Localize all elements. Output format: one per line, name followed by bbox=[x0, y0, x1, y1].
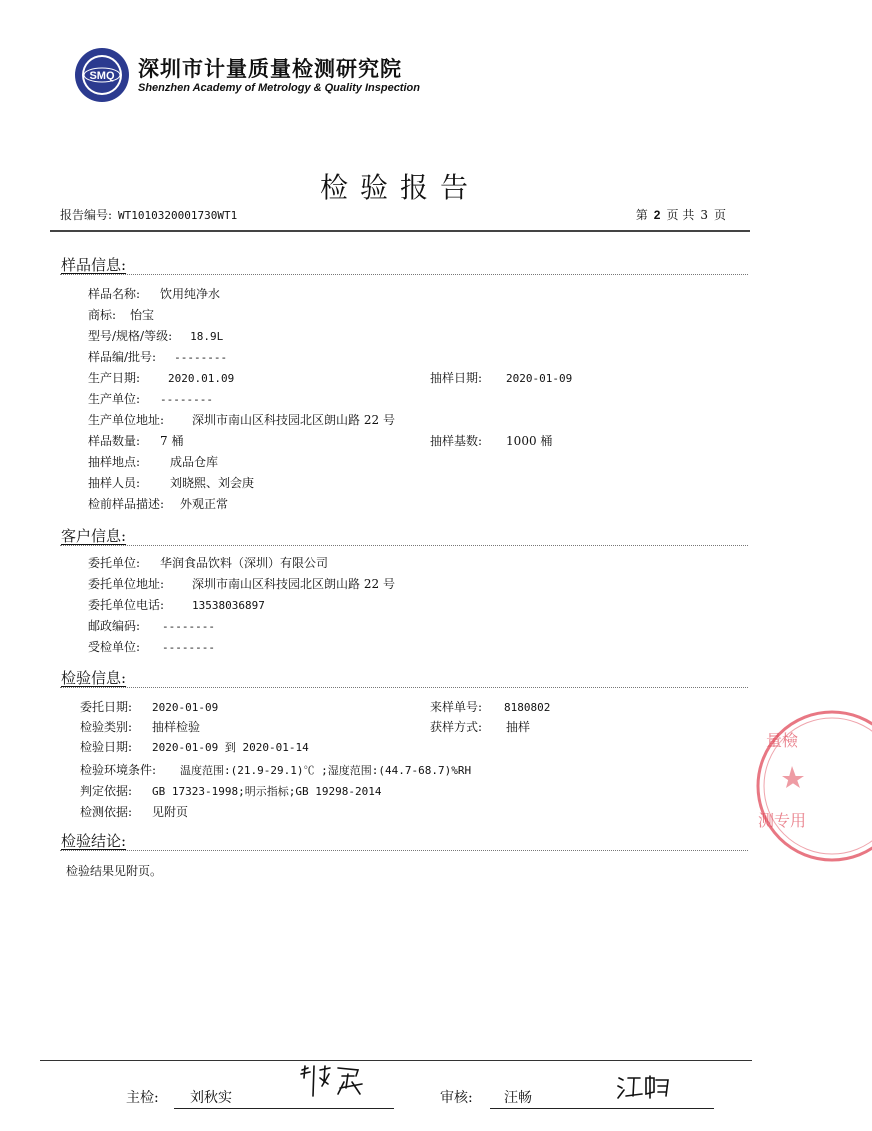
sampling-base-row: 抽样基数: 1000 桶 bbox=[430, 434, 553, 448]
report-number-label: 报告编号: bbox=[60, 208, 113, 222]
divider bbox=[60, 274, 748, 275]
inspected-unit-row: 受检单位: -------- bbox=[88, 640, 216, 654]
sampling-date-row: 抽样日期: 2020-01-09 bbox=[430, 371, 573, 385]
divider bbox=[60, 687, 748, 688]
category-row: 检验类别: 抽样检验 bbox=[80, 720, 201, 734]
producer-address-row: 生产单位地址: 深圳市南山区科技园北区朗山路 22 号 bbox=[88, 413, 395, 427]
svg-text:测专用: 测专用 bbox=[758, 811, 807, 830]
reviewer-signature-handwriting-icon bbox=[616, 1072, 672, 1106]
client-section-title: 客户信息: bbox=[61, 527, 127, 545]
smq-logo-icon bbox=[74, 47, 130, 103]
brand-row: 商标: 怡宝 bbox=[88, 308, 155, 322]
quantity-row: 样品数量: 7 桶 bbox=[88, 434, 184, 448]
sample-number-row: 来样单号: 8180802 bbox=[430, 700, 551, 714]
org-name-en: Shenzhen Academy of Metrology & Quality Inspection bbox=[138, 81, 420, 94]
inspection-date-row: 检验日期: 2020-01-09 到 2020-01-14 bbox=[80, 740, 309, 754]
report-title: 检验报告 bbox=[319, 171, 480, 204]
chief-signature-line bbox=[174, 1108, 394, 1109]
page-di: 第 bbox=[635, 208, 648, 222]
sampling-location-row: 抽样地点: 成品仓库 bbox=[88, 455, 219, 469]
chief-inspector-label: 主检: bbox=[126, 1090, 159, 1106]
producer-row: 生产单位: -------- bbox=[88, 392, 214, 406]
client-unit-row: 委托单位: 华润食品饮料（深圳）有限公司 bbox=[88, 556, 329, 570]
page-ye1: 页 bbox=[666, 208, 679, 222]
footer-divider bbox=[40, 1060, 752, 1061]
sample-section-title: 样品信息: bbox=[61, 256, 127, 274]
conclusion-text: 检验结果见附页。 bbox=[66, 864, 163, 878]
sample-name-row: 样品名称: 饮用纯净水 bbox=[88, 287, 221, 301]
model-row: 型号/规格/等级: 18.9L bbox=[88, 329, 224, 343]
reviewer-name: 汪畅 bbox=[504, 1090, 532, 1106]
postcode-row: 邮政编码: -------- bbox=[88, 619, 216, 633]
page-indicator bbox=[636, 206, 726, 223]
test-basis-row: 检测依据: 见附页 bbox=[80, 805, 189, 819]
batch-row: 样品编/批号: -------- bbox=[88, 350, 228, 364]
inspection-section-title: 检验信息: bbox=[61, 669, 127, 687]
samplers-row: 抽样人员: 刘晓熙、刘会庚 bbox=[88, 476, 255, 490]
client-address-row: 委托单位地址: 深圳市南山区科技园北区朗山路 22 号 bbox=[88, 577, 395, 591]
prod-date-row: 生产日期: 2020.01.09 bbox=[88, 371, 235, 385]
divider bbox=[60, 545, 748, 546]
reviewer-label: 审核: bbox=[440, 1090, 473, 1106]
judgement-basis-row: 判定依据: GB 17323-1998;明示指标;GB 19298-2014 bbox=[80, 784, 382, 798]
org-name-cn: 深圳市计量质量检测研究院 bbox=[138, 56, 402, 81]
divider bbox=[60, 850, 748, 851]
page-gong: 共 bbox=[682, 208, 695, 222]
environment-row: 检验环境条件: 温度范围:(21.9-29.1)℃ ;湿度范围:(44.7-68.7)%RH bbox=[80, 763, 472, 777]
commission-date-row: 委托日期: 2020-01-09 bbox=[80, 700, 219, 714]
svg-text:量檢: 量檢 bbox=[766, 731, 799, 750]
page-ye2: 页 bbox=[713, 208, 726, 222]
official-seal-icon bbox=[752, 706, 852, 866]
report-number bbox=[60, 206, 237, 223]
page-total: 3 bbox=[700, 208, 708, 222]
obtain-method-row: 获样方式: 抽样 bbox=[430, 720, 531, 734]
reviewer-signature-line bbox=[490, 1108, 714, 1109]
page-current: 2 bbox=[653, 208, 661, 222]
chief-inspector-name: 刘秋实 bbox=[190, 1090, 232, 1106]
header-divider bbox=[50, 230, 750, 232]
conclusion-section-title: 检验结论: bbox=[61, 832, 127, 850]
org-header bbox=[74, 44, 420, 106]
sample-description-row: 检前样品描述: 外观正常 bbox=[88, 497, 229, 511]
client-phone-row: 委托单位电话: 13538036897 bbox=[88, 598, 265, 612]
svg-text:SMQ: SMQ bbox=[89, 70, 115, 82]
report-number-value: WT1010320001730WT1 bbox=[118, 209, 238, 222]
chief-signature-handwriting-icon bbox=[298, 1062, 368, 1106]
